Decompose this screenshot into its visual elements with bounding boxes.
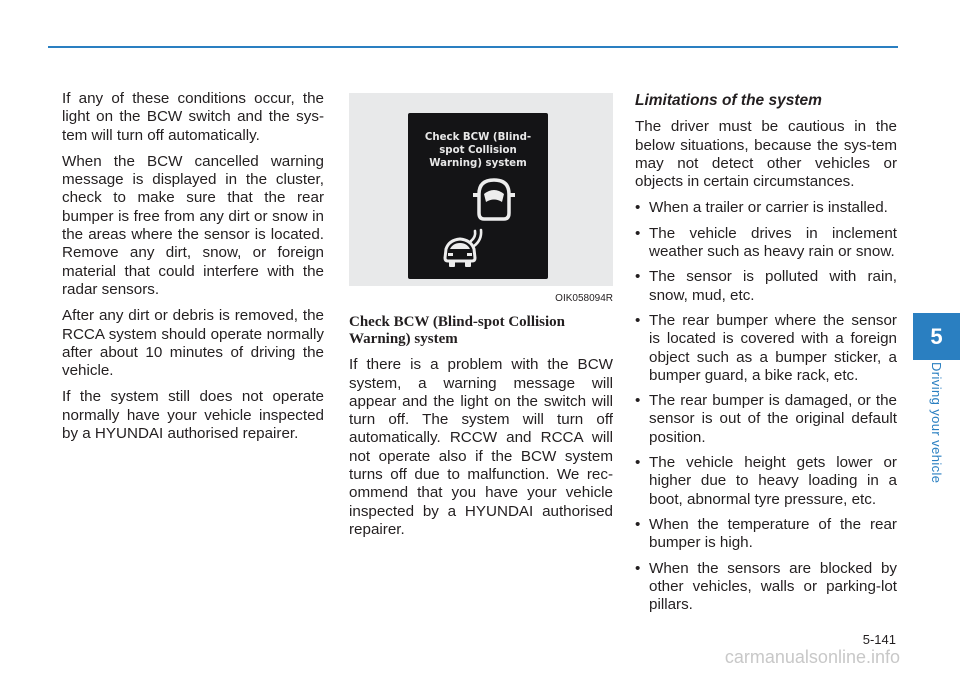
cluster-warning-message: Check BCW (Blind- spot Collision Warning) system [424,132,532,169]
paragraph: After any dirt or debris is removed, the RCCA system should operate normally after about 10 minutes of driving the vehicle. [62,307,324,380]
list-item: • When the temperature of the rear bumper is high. [635,516,897,553]
section-title: Limitations of the system [635,92,822,109]
blind-spot-cars-icon [408,113,548,279]
figure-code: OIK058094R [555,293,613,304]
own-vehicle-rear-icon [445,239,475,267]
windshield-shape [484,190,504,202]
list-item: • When the sensors are blocked by other vehicles, walls or parking-lot pillars. [635,560,897,615]
limitations-list [635,199,897,614]
column-left [62,90,324,451]
paragraph: If there is a problem with the BCW system, a warning message will appear and the light on the switch will turn off. The system will turn off automatically. RCCW and RCCA will not operate also if the BCW system turns off due to malfunction. We rec-ommend that you have your vehicle inspected by a HYUNDAI authorised repairer. [349,356,613,538]
list-item: • The rear bumper is damaged, or the sensor is out of the original default position. [635,392,897,447]
chapter-label [924,362,948,502]
mirror-left [473,193,478,197]
chapter-label-text: Driving your vehicle [929,362,944,484]
mirror-right [510,193,515,197]
cluster-warning-figure [349,93,613,286]
paragraph: If the system still does not operate normally have your vehicle inspected by a HYUNDAI authorised repairer. [62,388,324,443]
column-right [635,90,897,621]
section-subheading: Check BCW (Blind-spot Collision Warning) system [349,314,566,348]
paragraph: If any of these conditions occur, the light on the BCW switch and the sys-tem will turn off automatically. [62,90,324,144]
list-item: • The vehicle drives in inclement weather such as heavy rain or snow. [635,225,897,262]
list-item: • The vehicle height gets lower or higher due to heavy loading in a boot, abnormal tyre pressure, etc. [635,454,897,509]
paragraph: When the BCW cancelled warning message is displayed in the cluster, check to make sure that the rear bumper is free from any dirt or snow in the areas where the sensor is located. Remove any dirt, snow, or foreign material that could interfere with the radar sensors. [62,152,324,298]
cluster-display [408,113,548,279]
header-rule [48,46,898,48]
footer-watermark: carmanualsonline.info [724,647,900,667]
list-item: • When a trailer or carrier is installed. [635,199,897,217]
chapter-tab: 5 [913,313,960,360]
paragraph: The driver must be cautious in the below situations, because the sys-tem may not detect other vehicles or objects in certain circumstances. [635,118,897,191]
column-middle [349,93,613,547]
page-number: 5-141 [862,632,896,647]
list-item: • The rear bumper where the sensor is located is covered with a foreign object such as a bumper sticker, a bumper guard, a bike rack, etc. [635,312,897,385]
list-item: • The sensor is polluted with rain, snow, mud, etc. [635,268,897,305]
